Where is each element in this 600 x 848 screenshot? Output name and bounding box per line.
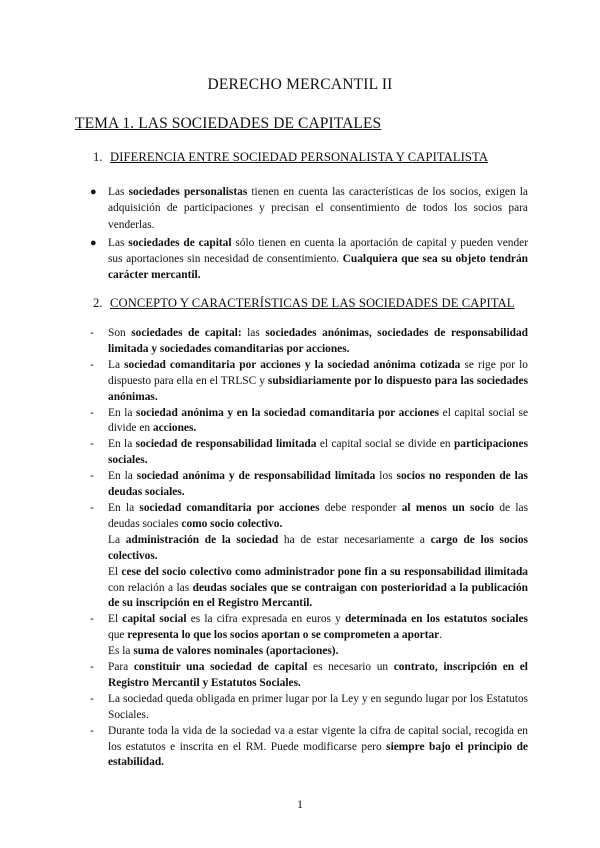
bold-text: sociedad comanditaria por acciones (139, 501, 320, 514)
text-run: es necesario un (307, 661, 394, 674)
dash-marker: - (90, 501, 94, 514)
list-item (90, 406, 528, 438)
bold-text: Cualquiera que sea su objeto tendrán carácter mercantil. (108, 253, 528, 282)
text-run: el capital social se divide en (316, 438, 454, 451)
bold-text: sociedades anónimas, sociedades de responsabilidad limitada y sociedades comanditarias por acciones. (108, 327, 528, 355)
bold-text: socios no responden de las deudas sociales. (108, 470, 528, 499)
page-number: 1 (297, 797, 303, 811)
list-item (90, 724, 528, 772)
bold-text: acciones. (152, 422, 197, 435)
bold-text: subsidiariamente por lo dispuesto para las sociedades anónimas. (108, 374, 528, 403)
text-run: se rige por lo dispuesto para ella en el TRLSC y (108, 358, 528, 387)
document-title: DERECHO MERCANTIL II (207, 76, 393, 93)
text-run: La sociedad queda obligada en primer lugar por la Ley y en segundo lugar por los Estatutos Sociales. (108, 692, 528, 721)
dash-marker: - (90, 692, 94, 705)
dash-marker: - (90, 406, 94, 419)
list-item (90, 437, 528, 469)
text-run: tienen en cuenta las características de los socios, exigen la adquisición de participaciones y precisan el consentimiento de todos los socios para venderlas. (108, 186, 528, 231)
tema-heading: TEMA 1. LAS SOCIEDADES DE CAPITALES (75, 115, 382, 132)
dash-marker: - (90, 470, 94, 483)
bullet-item (90, 235, 528, 284)
section-1-title: DIFERENCIA ENTRE SOCIEDAD PERSONALISTA Y CAPITALISTA (110, 150, 489, 164)
bold-text: cargo de los socios colectivos. (108, 533, 528, 562)
text-run: . (439, 629, 443, 642)
dash-marker: - (90, 661, 94, 674)
text-run: En la (108, 470, 137, 483)
bold-text: sociedades personalistas (128, 186, 248, 198)
section-1-number: 1. (93, 150, 103, 164)
bold-text: sociedad anónima y de responsabilidad limitada (136, 470, 376, 483)
bold-text: sociedad comanditaria por acciones y la sociedad anónima cotizada (124, 358, 461, 371)
bold-text: como socio colectivo. (181, 517, 283, 530)
text-run: En la (108, 438, 136, 451)
bold-text: contrato, inscripción en el Registro Mercantil y Estatutos Sociales. (108, 661, 528, 689)
text-run: con relación a las (108, 581, 193, 594)
text-run: de las deudas sociales (108, 501, 529, 530)
text-run: debe responder (319, 501, 402, 514)
dash-marker: - (90, 358, 94, 371)
list-item-continuation (90, 533, 528, 565)
list-item (90, 501, 528, 533)
bullet-item (90, 184, 528, 233)
section-2-number: 2. (93, 296, 103, 310)
bold-text: capital social (122, 613, 187, 626)
bold-text: deudas sociales que se contraigan con posterioridad a la publicación de su inscripción en el Registro Mercantil. (108, 581, 528, 610)
list-item (90, 358, 528, 406)
bold-text: sociedades de capital: (131, 327, 242, 339)
text-run: El (108, 613, 123, 626)
bold-text: al menos un socio (401, 501, 495, 514)
bold-text: determinada en los estatutos sociales (344, 613, 528, 626)
bold-text: sociedad de responsabilidad limitada (135, 438, 317, 451)
text-run: ha de estar necesariamente a (278, 533, 431, 546)
text-run: es la cifra expresada en euros y (186, 613, 345, 626)
bullet-dot-icon: ● (90, 186, 97, 198)
list-item (90, 469, 528, 501)
text-run: Las (108, 236, 129, 249)
bullet-dot-icon: ● (90, 236, 97, 249)
dash-marker: - (90, 613, 94, 626)
text-run: El (108, 565, 122, 578)
list-item-continuation (90, 565, 528, 613)
list-item (90, 326, 528, 358)
bold-text: participaciones sociales. (108, 438, 529, 467)
dash-marker: - (90, 438, 94, 451)
dash-marker: - (90, 724, 94, 737)
text-run: sólo tienen en cuenta la aportación de capital y pueden vender sus aportaciones sin necesidad de consentimiento. (108, 236, 529, 266)
text-run: Para (108, 661, 134, 674)
text-run: Durante toda la vida de la sociedad va a estar vigente la cifra de capital social, recogida en los estatutos e inscrita en el RM. Puede modificarse pero (108, 724, 528, 753)
list-item (90, 692, 528, 724)
section-1-heading (93, 150, 488, 165)
text-run: La (108, 533, 126, 546)
bold-text: constituir una sociedad de capital (133, 661, 308, 674)
bold-text: suma de valores nominales (aportaciones). (133, 645, 339, 658)
bold-text: cese del socio colectivo como administrador pone fin a su responsabilidad ilimitada (121, 565, 528, 578)
list-item-continuation (90, 644, 528, 660)
dash-marker: - (90, 327, 94, 339)
bold-text: sociedad anónima y en la sociedad comanditaria por acciones (136, 406, 440, 419)
text-run: La (108, 358, 125, 371)
list-item (90, 660, 528, 692)
text-run: los (375, 470, 397, 483)
text-run: Es la (108, 645, 134, 658)
bold-text: administración de la sociedad (125, 533, 279, 546)
text-run: Son (108, 327, 132, 339)
bold-text: representa lo que los socios aportan o se comprometen a aportar (127, 629, 440, 642)
section-2-title: CONCEPTO Y CARACTERÍSTICAS DE LAS SOCIEDADES DE CAPITAL (110, 296, 515, 310)
bold-text: siempre bajo el principio de estabilidad. (108, 740, 528, 769)
text-run: En la (108, 406, 137, 419)
section-2-dash-list (90, 326, 528, 771)
text-run: En la (108, 501, 140, 514)
text-run: que (108, 629, 128, 642)
text-run: las (241, 327, 266, 339)
text-run: el capital social se divide en (108, 406, 528, 435)
list-item (90, 612, 528, 644)
section-1-bullet-list (90, 184, 528, 286)
bold-text: sociedades de capital (128, 236, 232, 249)
text-run: Las (108, 186, 129, 198)
section-2-heading (93, 296, 515, 311)
